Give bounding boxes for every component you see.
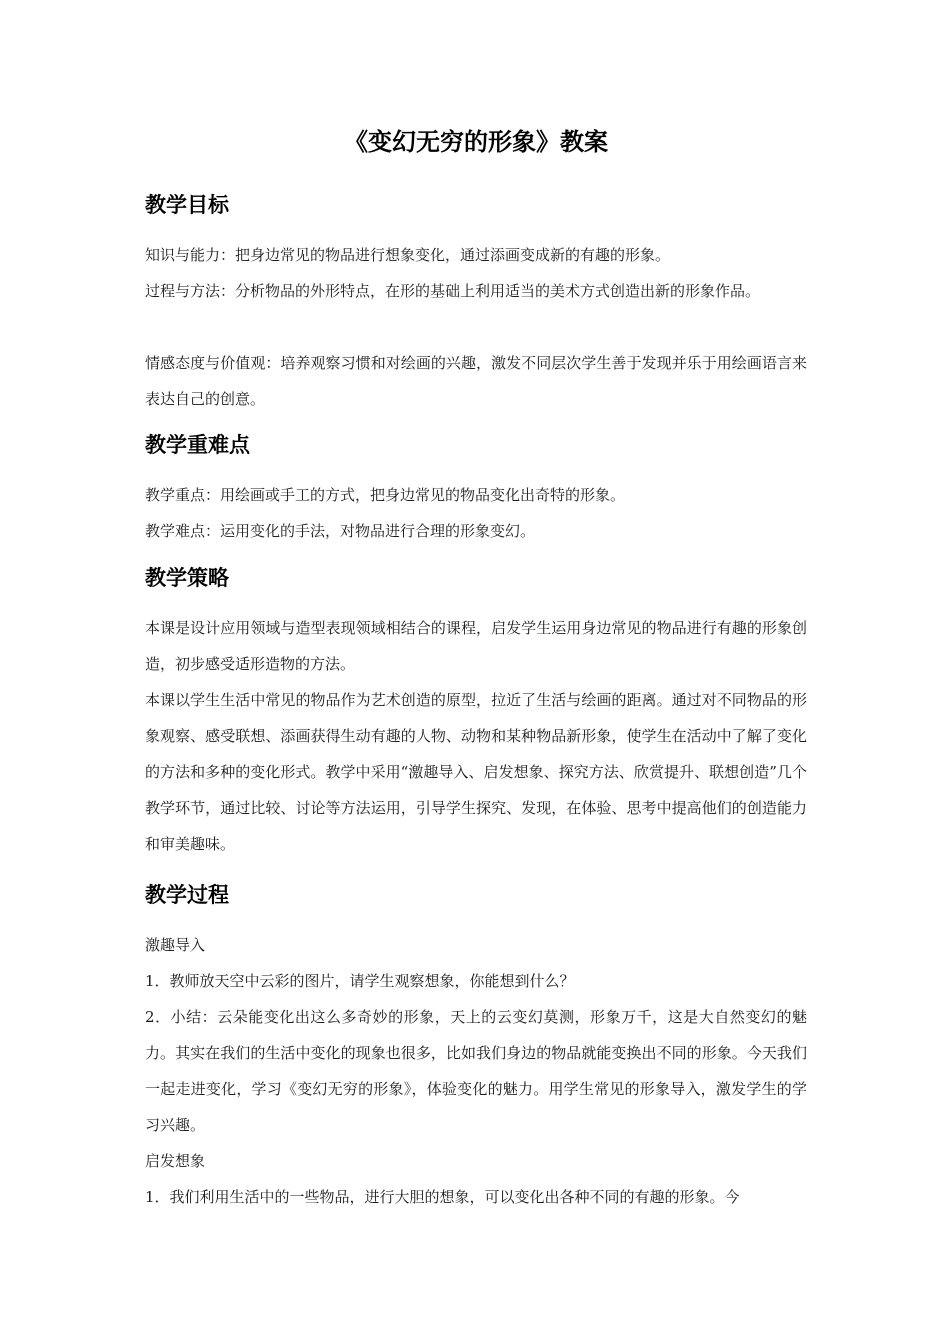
paragraph-process-summary: 2．小结：云朵能变化出这么多奇妙的形象，天上的云变幻莫测，形象万千，这是大自然变幻的魅力。其实在我们的生活中变化的现象也很多，比如我们身边的物品就能变换出不同的形象。今天我们一起走进变化，学习《变幻无穷的形象》，体验变化的魅力。用学生常见的形象导入，激发学生的学习兴趣。 xyxy=(145,1008,807,1134)
section-heading-objectives: 教学目标 xyxy=(145,193,229,217)
subheading-inspire-imagination: 启发想象 xyxy=(145,1152,206,1170)
paragraph-imagination-step-1: 1．我们利用生活中的一些物品，进行大胆的想象，可以变化出各种不同的有趣的形象。今 xyxy=(145,1188,740,1206)
paragraph-process-method: 过程与方法：分析物品的外形特点，在形的基础上利用适当的美术方式创造出新的形象作品。 xyxy=(145,282,761,300)
paragraph-process-step-1: 1．教师放天空中云彩的图片，请学生观察想象，你能想到什么？ xyxy=(145,972,575,990)
paragraph-strategy-2: 本课以学生生活中常见的物品作为艺术创造的原型，拉近了生活与绘画的距离。通过对不同物品的形象观察、感受联想、添画获得生动有趣的人物、动物和某种物品新形象，使学生在活动中了解了变化的方法和多种的变化形式。教学中采用“激趣导入、启发想象、探究方法、欣赏提升、联想创造”几个教学环节，通过比较、讨论等方法运用，引导学生探究、发现，在体验、思考中提高他们的创造能力和审美趣味。 xyxy=(145,691,807,853)
section-heading-key-difficult-points: 教学重难点 xyxy=(145,433,250,457)
paragraph-strategy-1: 本课是设计应用领域与造型表现领域相结合的课程，启发学生运用身边常见的物品进行有趣的形象创造，初步感受适形造物的方法。 xyxy=(145,619,807,673)
paragraph-knowledge-ability: 知识与能力：把身边常见的物品进行想象变化，通过添画变成新的有趣的形象。 xyxy=(145,246,671,264)
subheading-engaging-intro: 激趣导入 xyxy=(145,936,206,954)
section-heading-strategy: 教学策略 xyxy=(145,566,229,590)
section-heading-process: 教学过程 xyxy=(145,883,229,907)
paragraph-difficult-point: 教学难点：运用变化的手法，对物品进行合理的形象变幻。 xyxy=(145,522,536,540)
paragraph-key-point: 教学重点：用绘画或手工的方式，把身边常见的物品变化出奇特的形象。 xyxy=(145,486,626,504)
document-title: 《变幻无穷的形象》教案 xyxy=(344,128,608,156)
paragraph-emotion-values: 情感态度与价值观：培养观察习惯和对绘画的兴趣，激发不同层次学生善于发现并乐于用绘画语言来表达自己的创意。 xyxy=(145,354,807,408)
